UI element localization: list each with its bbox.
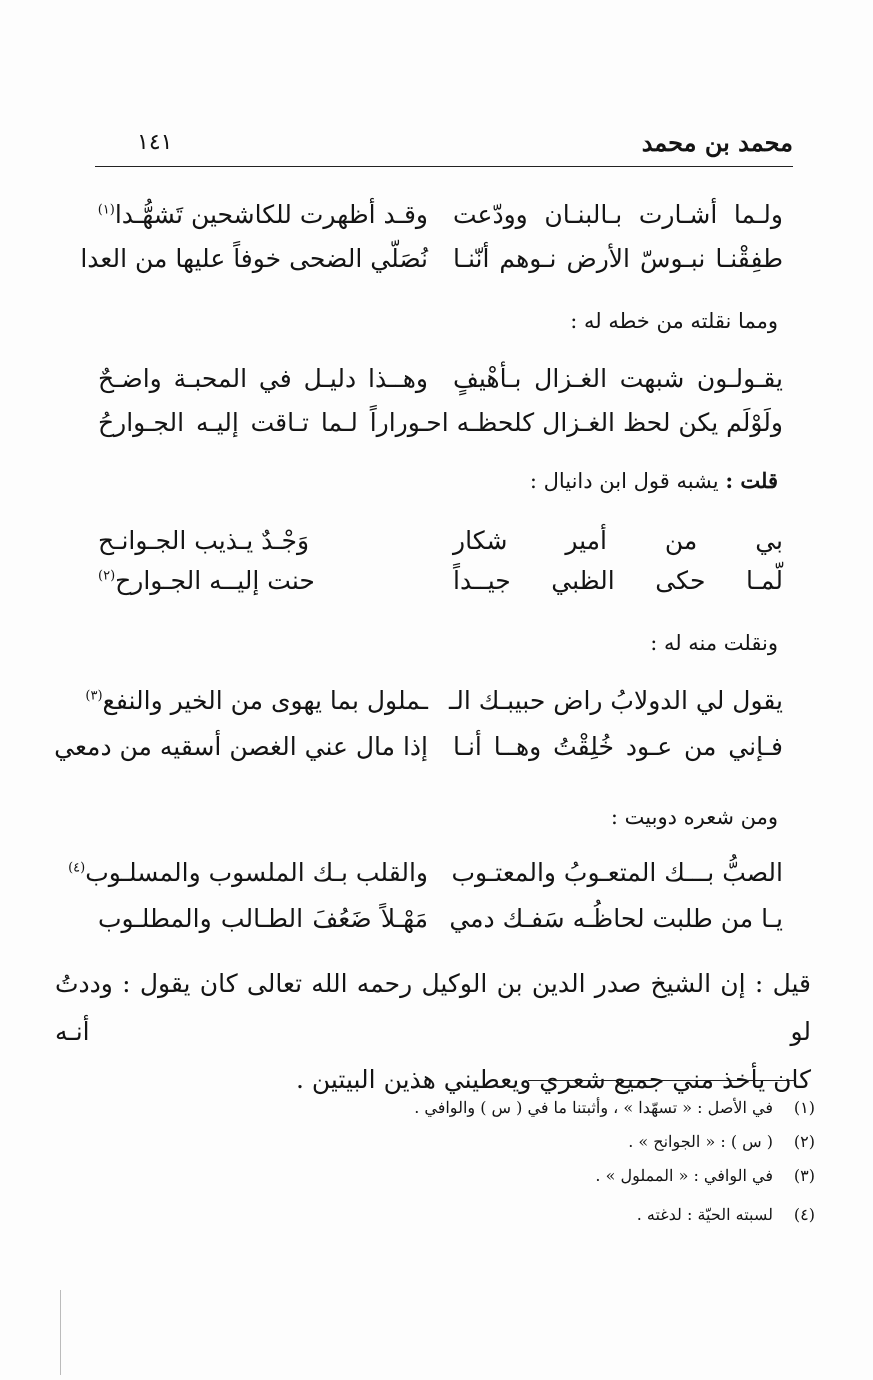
verse-4-second-hemistich: ـوراراً لـما تـاقت إليـه الجـوارحُ bbox=[98, 408, 428, 437]
verse-5-second-hemistich: وَجْـدٌ يـذيب الجـوانـح bbox=[98, 526, 310, 555]
verse-10-first-hemistich: يـا من طلبت لحاظُـه سَفـك دمي bbox=[449, 904, 783, 933]
verse-8-first-hemistich: فـإني من عـود خُلِقْتُ وهــا أنـا bbox=[453, 732, 783, 761]
verse-1-first-hemistich: ولـما أشـارت بـالبنـان وودّعت bbox=[453, 200, 783, 229]
section-intro-3: قلت : يشبه قول ابن دانيال : bbox=[529, 468, 778, 493]
verse-9-first-hemistich: الصبُّ بـــك المتعـوبُ والمعتـوب bbox=[451, 858, 783, 887]
footnote-ref-4: (٤) bbox=[68, 860, 86, 876]
footnote-number: (٣) bbox=[793, 1166, 815, 1185]
footnote-ref-2: (٢) bbox=[98, 568, 116, 584]
verse-4-first-hemistich: ولَوْلَم يكن لحظ الغـزال كلحظـه احـ bbox=[418, 408, 783, 437]
verse-8-second-hemistich: إذا مال عني الغصن أسقيه من دمعي bbox=[54, 732, 428, 761]
footnote-number: (٤) bbox=[793, 1205, 815, 1224]
prose-line-1: قيل : إن الشيخ صدر الدين بن الوكيل رحمه الله تعالى كان يقول : وددتُ لو أنـه bbox=[55, 969, 811, 1046]
section-intro-5: ومن شعره دوبيت : bbox=[610, 805, 778, 829]
footnote-text: في الوافي : « المملول » . bbox=[595, 1166, 773, 1185]
intro-label-qult: قلت : bbox=[725, 468, 778, 493]
footnote-4 bbox=[637, 1203, 815, 1227]
verse-3-second-hemistich: وهــذا دليـل في المحبـة واضـحٌ bbox=[98, 364, 428, 393]
verse-7-second-hemistich: ـملول بما يهوى من الخير والنفع$^{(٣)}$ bbox=[85, 686, 428, 715]
running-title: محمد بن محمد bbox=[641, 128, 793, 157]
scan-margin-line bbox=[60, 1290, 61, 1375]
section-intro-4: ونقلت منه له : bbox=[650, 631, 778, 655]
prose-line-2: كان يأخذ مني جميع شعري ويعطيني هذين البيتين . bbox=[295, 1065, 811, 1094]
footnote-number: (١) bbox=[793, 1098, 815, 1117]
verse-6-first-hemistich: لّمـا حكى الظبي جيــداً bbox=[453, 566, 783, 595]
verse-5-first-hemistich: بي من أمير شكار bbox=[453, 526, 783, 555]
footnote-1 bbox=[414, 1096, 815, 1120]
verse-1-second-hemistich: وقـد أظهرت للكاشحين تَشهُّـدا$^{(١)}$ bbox=[97, 200, 428, 229]
verse-2-first-hemistich: طفِقْنـا نبـوسّ الأرض نـوهم أنّنـا bbox=[453, 244, 783, 273]
footnote-ref-3: (٣) bbox=[85, 688, 103, 704]
footnote-text: لسبته الحيّة : لدغته . bbox=[636, 1205, 773, 1224]
footnote-2 bbox=[628, 1130, 815, 1154]
verse-10-second-hemistich: مَهْـلاً ضَعُفَ الطـالب والمطلـوب bbox=[98, 904, 428, 933]
footnote-rule bbox=[528, 1080, 796, 1081]
footnote-3 bbox=[595, 1164, 815, 1188]
footnote-text: في الأصل : « تسهّدا » ، وأثبتنا ما في ( س ) والوافي . bbox=[414, 1098, 773, 1117]
footnote-ref-1: (١) bbox=[97, 202, 115, 218]
verse-3-first-hemistich: يقـولـون شبهت الغـزال بـأهْيفٍ bbox=[453, 364, 783, 393]
verse-7-first-hemistich: يقول لي الدولابُ راض حبيبـك الـ bbox=[448, 686, 783, 715]
footnote-number: (٢) bbox=[793, 1132, 815, 1151]
section-intro-2: ومما نقلته من خطه له : bbox=[570, 309, 778, 333]
header-rule bbox=[95, 166, 793, 167]
footnote-text: ( س ) : « الجوانح » . bbox=[628, 1132, 773, 1151]
verse-6-second-hemistich: حنت إليــه الجـوارح$^{(٢)}$ bbox=[98, 566, 315, 595]
prose-paragraph bbox=[55, 960, 811, 1104]
verse-9-second-hemistich: والقلب بـك الملسوب والمسلـوب$^{(٤)}$ bbox=[68, 858, 428, 887]
page-number: ١٤١ bbox=[137, 130, 173, 155]
running-header bbox=[95, 128, 793, 162]
verse-2-second-hemistich: نُصَلّي الضحى خوفاً عليها من العدا bbox=[80, 244, 428, 273]
